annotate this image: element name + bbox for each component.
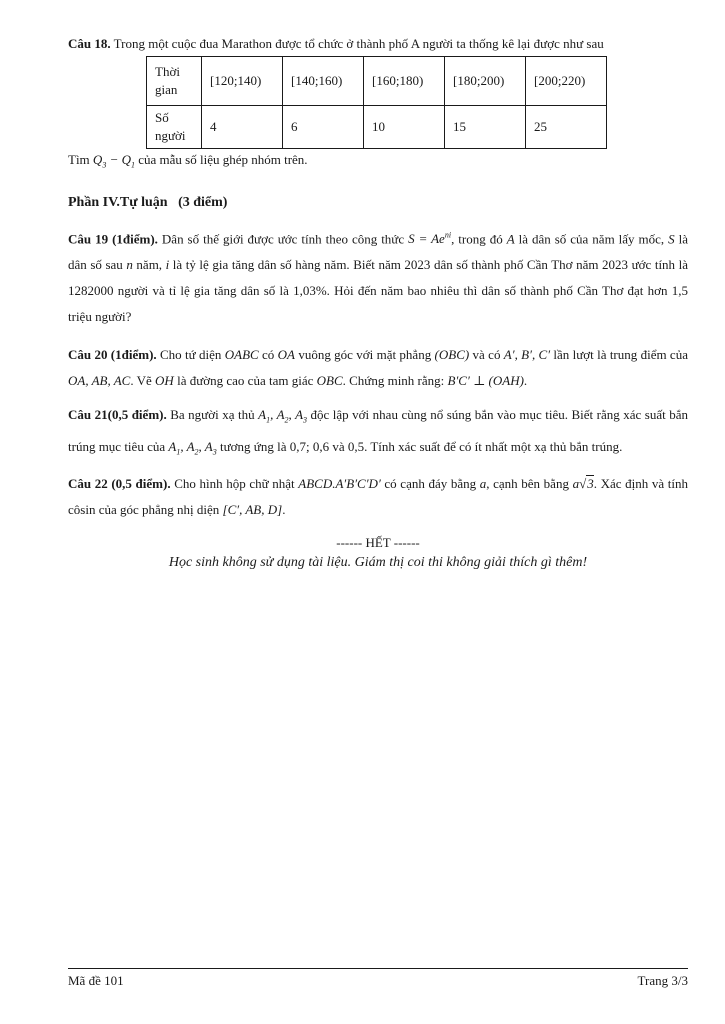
time-header: Thời gian — [147, 57, 202, 106]
marathon-table — [146, 56, 607, 149]
count-cell: 6 — [283, 106, 364, 149]
page-footer — [68, 968, 688, 989]
question-19-label: Câu 19 (1điểm). — [68, 230, 158, 246]
target-population: 1,5 — [671, 282, 688, 298]
question-21: Câu 21(0,5 điểm). Ba người xạ thủ $A_1$, $A_2$, $A_3$ độc lập với nhau cùng nổ súng bắn vào mục tiêu. Biết rằng xác suất bắn trúng mục tiêu của $A_1$, $A_2$, $A_3$ tương ứng là 0,7; 0,6 và 0,5. Tính xác suất để có ít nhất một xạ thủ bắn trúng. — [68, 406, 689, 457]
table-row — [147, 57, 607, 106]
question-22: Câu 22 (0,5 điểm). Cho hình hộp chữ nhật ABCD.A′B′C′D′ có cạnh đáy bằng a, cạnh bên bằng a√3. Xác định và tính côsin của góc phẳng nhị diện [C′, AB, D]. — [68, 476, 688, 518]
exam-page-content — [68, 34, 688, 573]
question-20-label: Câu 20 (1điểm). — [68, 346, 157, 362]
count-cell: 10 — [364, 106, 445, 149]
question-18-ask: Tìm $Q_3 - Q_1$ của mẫu số liệu ghép nhóm trên. — [68, 152, 308, 170]
exam-code: Mã đề 101 — [68, 973, 124, 988]
count-cell: 15 — [445, 106, 526, 149]
formula-dihedral: [C′, AB, D] — [222, 502, 283, 518]
formula-a-sqrt3: a√3 — [572, 476, 594, 492]
end-mark: ------ HẾT ------ — [336, 535, 420, 551]
question-18-label: Câu 18. — [68, 36, 111, 51]
question-21-label: Câu 21(0,5 điểm). — [68, 406, 167, 422]
question-19: Câu 19 (1điểm). Dân số thế giới được ước tính theo công thức $S = Ae^{ni}$, trong đó A là dân số của năm lấy mốc, S là dân số sau n năm, i là tỷ lệ gia tăng dân số hàng năm. Biết năm 2023 dân số thành phố Cần Thơ năm 2023 ước tính là 1282000 người và tỉ lệ gia tăng dân số là 1,03%. Hỏi đến năm bao nhiêu thì dân số thành phố Cần Thơ đạt hơn 1,5 triệu người? — [68, 230, 689, 324]
formula-q3-q1: $Q_3 - Q_1$ — [92, 152, 135, 170]
part-4-heading: Phần IV.Tự luận (3 điểm) — [68, 194, 228, 210]
count-cell: 25 — [526, 106, 607, 149]
count-header: Số người — [147, 106, 202, 149]
exam-note: Học sinh không sử dụng tài liệu. Giám thị coi thi không giải thích gì thêm! — [168, 555, 588, 571]
question-18-text: Trong một cuộc đua Marathon được tổ chức ở thành phố A người ta thống kê lại được như sau — [110, 36, 604, 51]
interval-cell: [140;160) — [283, 57, 364, 106]
question-18 — [68, 34, 688, 54]
table-row — [147, 106, 607, 149]
growth-rate: 1,03% — [293, 282, 327, 298]
formula-population: $S = Ae^{ni}$ — [408, 230, 452, 246]
interval-cell: [200;220) — [526, 57, 607, 106]
question-22-label: Câu 22 (0,5 điểm). — [68, 476, 171, 492]
population-value: 1282000 — [68, 282, 114, 298]
question-20: Câu 20 (1điểm). Cho tứ diện OABC có OA vuông góc với mặt phẳng (OBC) và có A′, B′, C′ lần lượt là trung điểm của OA, AB, AC. Vẽ OH là đường cao của tam giác OBC. Chứng minh rằng: B′C′ ⊥ (OAH). — [68, 346, 688, 388]
page-number: Trang 3/3 — [637, 973, 688, 988]
interval-cell: [120;140) — [202, 57, 283, 106]
count-cell: 4 — [202, 106, 283, 149]
interval-cell: [180;200) — [445, 57, 526, 106]
formula-perpendicular: B′C′ ⊥ (OAH) — [447, 372, 524, 388]
interval-cell: [160;180) — [364, 57, 445, 106]
